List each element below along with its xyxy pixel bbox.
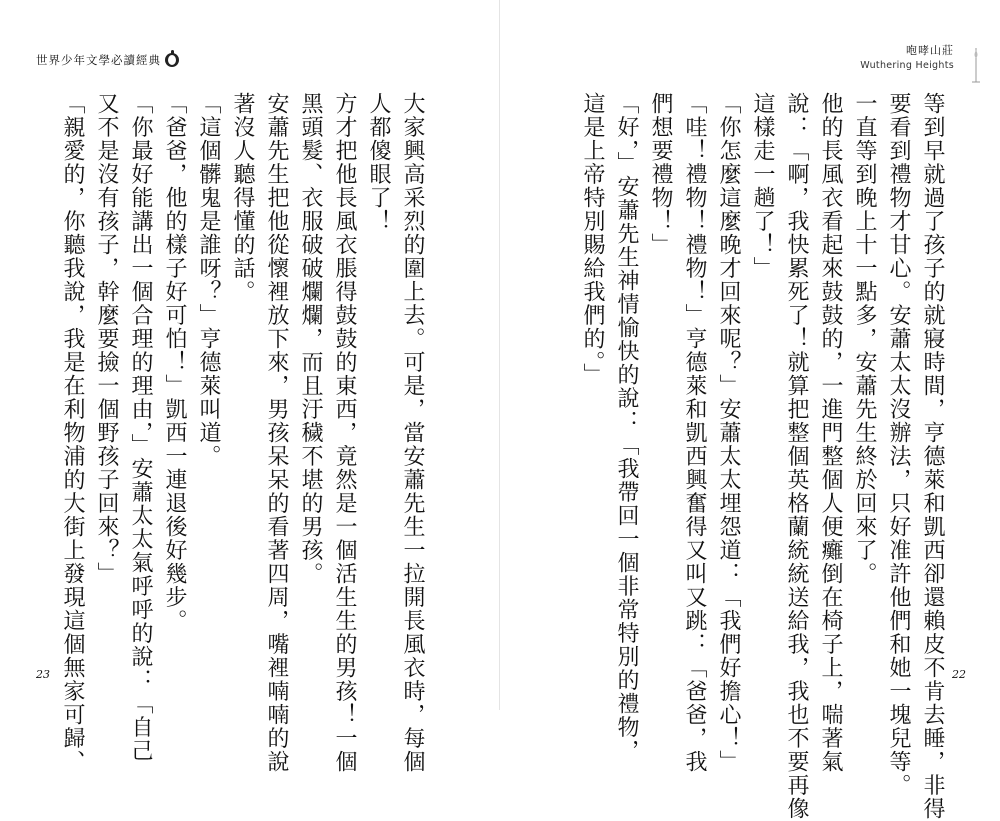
book-title-english: Wuthering Heights — [860, 60, 954, 71]
text-column: 這是上帝特別賜給我們的。」 — [580, 92, 605, 387]
text-column: 「好，」安蕭先生神情愉快的說：「我帶回一個非常特別的禮物， — [614, 92, 639, 763]
text-column: 「親愛的，你聽我說，我是在利物浦的大街上發現這個無家可歸、 — [60, 92, 85, 774]
text-column: 「你怎麼這麼晚才回來呢？」安蕭太太埋怨道：「我們好擔心！」 — [716, 92, 741, 774]
text-column: 大家興高采烈的圍上去。可是，當安蕭先生一拉開長風衣時，每個 — [400, 92, 425, 774]
series-header — [36, 52, 179, 68]
candle-icon — [970, 46, 982, 86]
text-column: 方才把他長風衣脹得鼓鼓的東西，竟然是一個活生生的男孩！一個 — [332, 92, 357, 774]
text-column: 人都傻眼了！ — [366, 92, 391, 233]
text-column: 一直等到晚上十一點多，安蕭先生終於回來了。 — [852, 92, 877, 586]
series-title: 世界少年文學必讀經典 — [36, 53, 161, 67]
text-column: 要看到禮物才甘心。安蕭太太沒辦法，只好准許他們和她一塊兒等。 — [886, 92, 911, 797]
text-column: 黑頭髮、衣服破破爛爛，而且汙穢不堪的男孩。 — [298, 92, 323, 586]
text-column: 他的長風衣看起來鼓鼓的，一進門整個人便癱倒在椅子上，喘著氣 — [818, 92, 843, 774]
left-page — [0, 0, 500, 774]
text-column: 安蕭先生把他從懷裡放下來，男孩呆呆的看著四周，嘴裡喃喃的說 — [264, 92, 289, 774]
page-number: 23 — [36, 668, 50, 681]
text-column: 「這個髒鬼是誰呀？」亨德萊叫道。 — [196, 92, 221, 468]
book-title: 咆哮山莊 — [906, 44, 954, 57]
right-text-block — [500, 92, 1000, 821]
text-column: 等到早就過了孩子的就寢時間，亨德萊和凱西卻還賴皮不肯去睡，非得 — [920, 92, 945, 821]
apple-logo-icon — [165, 53, 179, 67]
left-text-block — [0, 92, 500, 774]
text-column: 這樣走一趟了！」 — [750, 92, 775, 280]
text-column: 又不是沒有孩子，幹麼要撿一個野孩子回來？」 — [94, 92, 119, 586]
book-header — [860, 42, 954, 71]
page-number: 22 — [952, 668, 966, 681]
text-column: 著沒人聽得懂的話。 — [230, 92, 255, 304]
text-column: 說：「啊，我快累死了！就算把整個英格蘭統統送給我，我也不要再像 — [784, 92, 809, 821]
text-column: 「爸爸，他的樣子好可怕！」凱西一連退後好幾步。 — [162, 92, 187, 633]
text-column: 們想要禮物！」 — [648, 92, 673, 257]
text-column: 「你最好能講出一個合理的理由，」安蕭太太氣呼呼的說：「自己 — [128, 92, 153, 763]
right-page — [500, 0, 1000, 821]
text-column: 「哇！禮物！禮物！」亨德萊和凱西興奮得又叫又跳：「爸爸，我 — [682, 92, 707, 774]
